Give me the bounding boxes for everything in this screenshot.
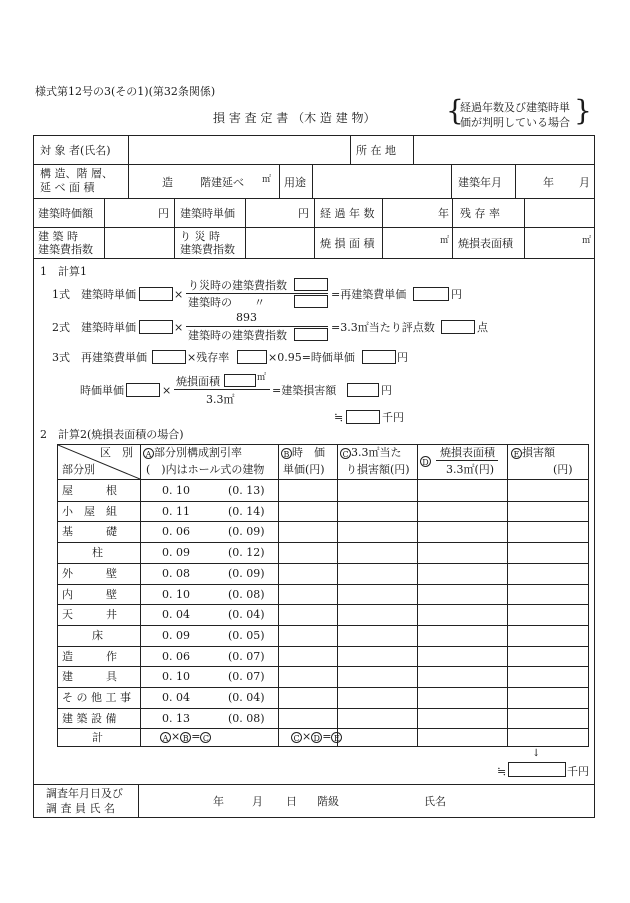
calc2-row-cell-b[interactable] <box>279 605 337 624</box>
footer-month: 月 <box>252 795 263 808</box>
f2-times: × <box>174 321 184 334</box>
calc2-row-cell-e[interactable] <box>508 502 588 521</box>
calc2-row-rate: 0. 04 <box>162 691 190 704</box>
f4-fraction-bar <box>174 389 270 390</box>
index-disaster-line-2: 建築費指数 <box>180 243 235 256</box>
r2-v4 <box>451 164 452 198</box>
calc2-row-cell-b[interactable] <box>279 564 337 583</box>
calc2-total-box[interactable] <box>508 762 566 777</box>
title-note <box>446 94 592 132</box>
structure-zou: 造 <box>162 176 173 189</box>
calc1-approx: ≒ <box>334 411 344 424</box>
footer-vline <box>138 784 139 818</box>
calc2-col-d-line-2: 3.3㎡(円) <box>446 463 495 476</box>
calc2-row-rate: 0. 13 <box>162 712 190 725</box>
calc2-row-hall-rate: (0. 08) <box>228 712 265 725</box>
calc2-approx: ≒ <box>497 765 507 778</box>
calc1-total-box[interactable] <box>346 410 380 424</box>
calc2-row-rate: 0. 09 <box>162 546 190 559</box>
calc2-row-cell-d[interactable] <box>418 667 507 686</box>
calc2-row-hall-rate: (0. 09) <box>228 567 265 580</box>
total-times-1: × <box>171 730 181 743</box>
footer-label-1: 調査年月日及び <box>46 787 123 800</box>
f3-tail: ×0.95=時価単価 <box>268 351 355 364</box>
calc2-col-a-line-1 <box>143 447 242 459</box>
f2-numerator: 893 <box>236 311 257 324</box>
arrow-down-icon: ↓ <box>532 748 541 759</box>
calc2-row-hall-rate: (0. 07) <box>228 670 265 683</box>
calc2-row-hall-rate: (0. 04) <box>228 691 265 704</box>
f1-denominator: 建築時の 〃 <box>188 296 265 309</box>
calc2-row-rate: 0. 08 <box>162 567 190 580</box>
elapsed-label: 経 過 年 数 <box>320 207 375 220</box>
calc2-row-cell-e[interactable] <box>508 667 588 686</box>
calc2-total-label: 計 <box>92 731 103 744</box>
c2-header-line <box>57 479 589 480</box>
r2-v2 <box>279 164 280 198</box>
total-mark-c2-icon: C <box>291 732 302 743</box>
structure-label-line-1: 構 造、階 層、 <box>40 167 113 180</box>
calc2-col-d-line-1: 焼損表面積 <box>440 446 495 459</box>
f4-label: 時価単価 <box>80 384 124 397</box>
index-build-line-2: 建築費指数 <box>38 243 93 256</box>
document-title: 損 害 査 定 書 （木 造 建 物） <box>213 111 376 125</box>
calc2-row-cell-b[interactable] <box>279 688 337 707</box>
f1-den-box[interactable] <box>294 295 328 308</box>
calc2-row-cell-d[interactable] <box>418 709 507 728</box>
floor-area-unit: ㎡ <box>262 175 272 185</box>
mark-a-icon: A <box>143 448 154 459</box>
mark-c-icon: C <box>340 448 351 459</box>
r1-v3 <box>413 135 414 164</box>
calc2-row-cell-e[interactable] <box>508 605 588 624</box>
build-ym-label: 建築年月 <box>458 176 502 189</box>
build-year-unit: 年 <box>543 176 554 189</box>
calc2-row-cell-b[interactable] <box>279 626 337 645</box>
mark-e-icon: E <box>511 448 522 459</box>
calc2-row-hall-rate: (0. 14) <box>228 505 265 518</box>
burn-area-unit: ㎡ <box>440 236 450 246</box>
footer-line <box>33 784 595 785</box>
calc1-heading: 1 計算1 <box>40 265 87 278</box>
calc2-row-cell-c[interactable] <box>338 647 417 666</box>
calc2-heading: 2 計算2(焼損表面積の場合) <box>40 428 184 441</box>
calc2-row-hall-rate: (0. 09) <box>228 525 265 538</box>
calc2-col-e-line-1 <box>511 447 555 459</box>
calc2-row-cell-d[interactable] <box>418 585 507 604</box>
burn-surface-label: 焼損表面積 <box>458 237 513 250</box>
calc2-row-cell-d[interactable] <box>418 647 507 666</box>
r2-v5 <box>515 164 516 198</box>
calc2-row-name: 造 作 <box>62 650 117 663</box>
calc2-total-formula-1 <box>160 731 211 743</box>
f4-num-unit: ㎡ <box>257 373 267 383</box>
calc2-row-name: 外 壁 <box>62 567 117 580</box>
calc2-row-name: 天 井 <box>62 608 117 621</box>
title-note-bracket-right: } <box>574 94 592 127</box>
calc2-total-formula-2 <box>291 731 342 743</box>
build-unit-label: 建築時単価 <box>180 207 235 220</box>
f3-yen: 円 <box>397 351 408 364</box>
calc2-col-c-line-1 <box>340 447 402 459</box>
calc2-row-cell-c[interactable] <box>338 688 417 707</box>
calc2-row-cell-c[interactable] <box>338 543 417 562</box>
f2-denominator: 建築時の建築費指数 <box>188 329 287 342</box>
f1-num-box[interactable] <box>294 278 328 291</box>
residual-label: 残 存 率 <box>460 207 500 220</box>
f4-result-box[interactable] <box>347 383 379 397</box>
f1-fraction-bar <box>186 293 328 294</box>
build-value-label: 建築時価額 <box>38 207 93 220</box>
address-field[interactable] <box>415 137 593 162</box>
calc2-row-cell-d[interactable] <box>418 543 507 562</box>
calc2-row-cell-d[interactable] <box>418 481 507 500</box>
footer-year: 年 <box>213 795 224 808</box>
r1-v2 <box>350 135 351 164</box>
calc2-row-cell-b[interactable] <box>279 522 337 541</box>
f1-yen: 円 <box>451 288 462 301</box>
calc2-row-cell-e[interactable] <box>508 688 588 707</box>
r2-v1 <box>128 164 129 198</box>
calc2-row-rate: 0. 11 <box>162 505 190 518</box>
calc2-row-hall-rate: (0. 12) <box>228 546 265 559</box>
calc2-row-cell-b[interactable] <box>279 585 337 604</box>
calc2-row-name: 内 壁 <box>62 588 117 601</box>
f4-unit-price-box[interactable] <box>126 383 160 397</box>
calc2-row-cell-d[interactable] <box>418 564 507 583</box>
calc2-row-cell-c[interactable] <box>338 605 417 624</box>
calc2-row-rate: 0. 04 <box>162 608 190 621</box>
calc2-row-cell-b[interactable] <box>279 543 337 562</box>
calc2-row-cell-c[interactable] <box>338 522 417 541</box>
r3-v3 <box>245 198 246 258</box>
subject-field[interactable] <box>130 137 348 162</box>
total-mark-e-icon: E <box>331 732 342 743</box>
f4-numerator: 焼損面積 <box>176 375 220 388</box>
calc2-row-cell-c[interactable] <box>338 667 417 686</box>
calc2-row-cell-d[interactable] <box>418 626 507 645</box>
title-note-bracket-left: { <box>446 94 464 127</box>
calc2-col-c-line-2: り損害額(円) <box>346 463 410 476</box>
calc2-row-rate: 0. 06 <box>162 650 190 663</box>
calc2-col-a-text-1: 部分別構成割引率 <box>154 446 242 459</box>
calc2-row-cell-e[interactable] <box>508 481 588 500</box>
use-label: 用途 <box>284 176 306 189</box>
calc2-col-b-text-1: 時 価 <box>292 446 325 459</box>
total-eq-2: = <box>322 730 332 743</box>
total-mark-c-icon: C <box>200 732 211 743</box>
r3-v6 <box>452 198 453 258</box>
calc2-row-rate: 0. 10 <box>162 588 190 601</box>
calc2-row-cell-c[interactable] <box>338 564 417 583</box>
calc2-thousand-yen: 千円 <box>567 765 589 778</box>
calc2-row-hall-rate: (0. 05) <box>228 629 265 642</box>
calc2-col-b-line-2: 単価(円) <box>283 463 325 476</box>
calc2-row-cell-e[interactable] <box>508 522 588 541</box>
footer-day: 日 <box>286 795 297 808</box>
f3-label: 3式 再建築費単価 <box>52 351 147 364</box>
footer-label-2: 調 査 員 氏 名 <box>46 802 115 815</box>
calc2-col-e-line-2: (円) <box>553 463 573 476</box>
title-note-line-1: 経過年数及び建築時単 <box>460 101 570 114</box>
calc2-row-hall-rate: (0. 04) <box>228 608 265 621</box>
calc2-row-cell-e[interactable] <box>508 709 588 728</box>
calc2-row-cell-c[interactable] <box>338 481 417 500</box>
calc2-row-name: 屋 根 <box>62 484 117 497</box>
r3-v5 <box>382 198 383 258</box>
calc2-row-cell-c[interactable] <box>338 585 417 604</box>
calc2-row-cell-d[interactable] <box>418 605 507 624</box>
calc2-col-kubun: 区 別 <box>100 446 133 459</box>
f3-residual-box[interactable] <box>237 350 267 364</box>
build-unit-yen: 円 <box>298 207 309 220</box>
f4-denominator: 3.3㎡ <box>206 393 235 406</box>
f4-yen: 円 <box>381 384 392 397</box>
calc2-row-cell-c[interactable] <box>338 709 417 728</box>
calc2-row-cell-e[interactable] <box>508 543 588 562</box>
mark-d-wrap <box>420 455 431 467</box>
f4-times: × <box>162 384 172 397</box>
total-mark-b-icon: B <box>180 732 191 743</box>
r3-v7 <box>524 198 525 258</box>
calc2-row-hall-rate: (0. 07) <box>228 650 265 663</box>
calc2-row-cell-e[interactable] <box>508 585 588 604</box>
subject-label: 対 象 者(氏名) <box>40 144 111 157</box>
calc2-col-d-bar <box>436 460 498 461</box>
calc2-row-name: 柱 <box>92 546 103 559</box>
header-line-1 <box>33 164 595 165</box>
f2-den-box[interactable] <box>294 328 328 341</box>
total-mark-d-icon: D <box>311 732 322 743</box>
calc2-col-a-line-2: ( )内はホール式の建物 <box>146 463 265 476</box>
f3-result-box[interactable] <box>362 350 396 364</box>
calc2-row-name: 基 礎 <box>62 525 117 538</box>
c2-v1 <box>140 444 141 747</box>
f1-times: × <box>174 288 184 301</box>
f1-result: =再建築費単価 <box>331 288 407 301</box>
total-eq-1: = <box>191 730 201 743</box>
calc2-row-name: 建 具 <box>62 670 117 683</box>
calc2-row-cell-b[interactable] <box>279 667 337 686</box>
build-month-unit: 月 <box>579 176 590 189</box>
calc2-row-rate: 0. 10 <box>162 670 190 683</box>
f2-result-box[interactable] <box>441 320 475 334</box>
burn-surface-unit: ㎡ <box>582 236 592 246</box>
title-note-line-2: 価が判明している場合 <box>460 116 570 129</box>
r3-v4 <box>314 198 315 258</box>
calc2-row-cell-d[interactable] <box>418 522 507 541</box>
calc2-row-rate: 0. 06 <box>162 525 190 538</box>
f3-rebuild-box[interactable] <box>152 350 186 364</box>
calc2-row-cell-c[interactable] <box>338 502 417 521</box>
calc2-col-b-line-1 <box>281 447 325 459</box>
calc2-row-name: 小 屋 組 <box>62 505 117 518</box>
calc2-row-cell-d[interactable] <box>418 502 507 521</box>
mark-d-icon: D <box>420 456 431 467</box>
calc2-row-hall-rate: (0. 08) <box>228 588 265 601</box>
calc2-row-name: 床 <box>92 629 103 642</box>
calc2-row-cell-d[interactable] <box>418 688 507 707</box>
calc2-row-cell-e[interactable] <box>508 647 588 666</box>
form-number: 様式第12号の3(その1)(第32条関係) <box>35 85 216 98</box>
f2-fraction-bar <box>186 326 328 327</box>
r2-v3 <box>312 164 313 198</box>
calc2-row-cell-e[interactable] <box>508 564 588 583</box>
build-value-yen: 円 <box>158 207 169 220</box>
c2-total-line <box>57 728 589 729</box>
header-line-4 <box>33 258 595 259</box>
footer-name: 氏名 <box>424 795 446 808</box>
total-mark-a-icon: A <box>160 732 171 743</box>
calc1-thousand-yen: 千円 <box>382 411 404 424</box>
index-disaster-line-1: り 災 時 <box>180 230 220 243</box>
calc2-row-cell-c[interactable] <box>338 626 417 645</box>
total-times-2: × <box>302 730 312 743</box>
calc2-row-hall-rate: (0. 13) <box>228 484 265 497</box>
f2-result: =3.3㎡当たり評点数 <box>331 321 435 334</box>
floor-area-label: 階建延べ <box>200 176 244 189</box>
burn-area-label: 焼 損 面 積 <box>320 237 375 250</box>
mark-b-icon: B <box>281 448 292 459</box>
calc2-col-e-text-1: 損害額 <box>522 446 555 459</box>
calc2-row-cell-b[interactable] <box>279 709 337 728</box>
f1-numerator: り災時の建築費指数 <box>188 279 287 292</box>
calc2-row-cell-b[interactable] <box>279 647 337 666</box>
f2-unit: 点 <box>477 321 488 334</box>
r3-v2 <box>174 198 175 258</box>
f2-label: 2式 建築時単価 <box>52 321 136 334</box>
calc2-row-name: そ の 他 工 事 <box>62 691 131 704</box>
f1-label: 1式 建築時単価 <box>52 288 136 301</box>
elapsed-year: 年 <box>438 207 449 220</box>
r1-v1 <box>128 135 129 164</box>
f3-residual-label: ×残存率 <box>187 351 230 364</box>
calc2-row-name: 建 築 設 備 <box>62 712 117 725</box>
f4-num-box[interactable] <box>224 374 256 387</box>
r3-v1 <box>104 198 105 258</box>
address-label: 所 在 地 <box>356 144 396 157</box>
calc2-row-cell-b[interactable] <box>279 502 337 521</box>
calc2-row-rate: 0. 10 <box>162 484 190 497</box>
calc2-row-rate: 0. 09 <box>162 629 190 642</box>
structure-label-line-2: 延 べ 面 積 <box>40 181 95 194</box>
index-build-line-1: 建 築 時 <box>38 230 78 243</box>
f4-result: =建築損害額 <box>272 384 337 397</box>
f1-result-box[interactable] <box>413 287 449 301</box>
calc2-col-bubun: 部分別 <box>62 463 95 476</box>
calc2-row-cell-e[interactable] <box>508 626 588 645</box>
calc2-row-cell-b[interactable] <box>279 481 337 500</box>
calc2-col-c-text-1: 3.3㎡当た <box>351 446 402 459</box>
f1-unit-price-box[interactable] <box>139 287 173 301</box>
f2-unit-price-box[interactable] <box>139 320 173 334</box>
footer-rank: 階級 <box>317 795 339 808</box>
